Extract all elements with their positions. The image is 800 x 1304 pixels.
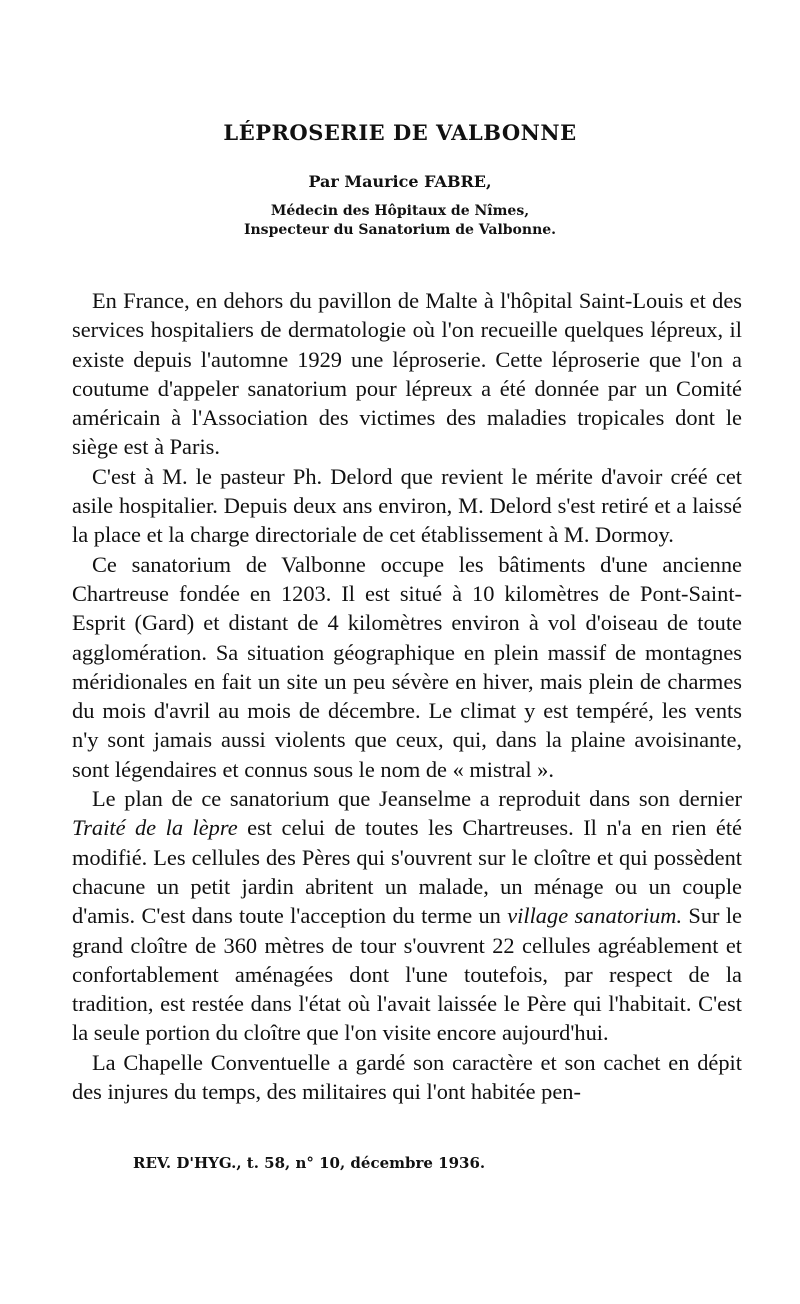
author-affiliation-line-2: Inspecteur du Sanatorium de Valbonne.	[243, 222, 557, 238]
paragraph-4-text-b: est celui de toutes les Chartreuses. Il n'a en rien été modifié. Les cellules des Pères qui s'ouvrent sur le cloître et qui possèdent chacune un petit jardin abritent un malade, un ménage ou un couple d'amis. C'est dans toute l'acception du terme un	[72, 815, 742, 929]
paragraph-4	[72, 784, 742, 1048]
paragraph-3: Ce sanatorium de Valbonne occupe les bâtiments d'une ancienne Chartreuse fondée en 1203. Il est situé à 10 kilomètres de Pont-Saint-Esprit (Gard) et distant de 4 kilomètres environ à vol d'oiseau de toute agglomération. Sa situation géographique en plein massif de montagnes méridionales en fait un site un peu sévère en hiver, mais plein de charmes du mois d'avril au mois de décembre. Le climat y est tempéré, les vents n'y sont jamais aussi violents que ceux, qui, dans la plaine avoisinante, sont légendaires et connus sous le nom de « mistral ».	[72, 551, 742, 782]
paragraph-4-text-a: Le plan de ce sanatorium que Jeanselme a reproduit dans son dernier	[92, 786, 742, 812]
article-author: Par Maurice FABRE,	[308, 172, 492, 191]
paragraph-1: En France, en dehors du pavillon de Malte à l'hôpital Saint-Louis et des services hospitaliers de dermatologie où l'on recueille quelques lépreux, il existe depuis l'automne 1929 une léproserie. Cette léproserie que l'on a coutume d'appeler sanatorium pour lépreux a été donnée par un Comité américain à l'Association des victimes des maladies tropicales dont le siège est à Paris.	[72, 288, 742, 460]
paragraph-2: C'est à M. le pasteur Ph. Delord que revient le mérite d'avoir créé cet asile hospitalier. Depuis deux ans environ, M. Delord s'est retiré et a laissé la place et la charge directoriale de cet établissement à M. Dormoy.	[72, 463, 742, 548]
book-title-italic: Traité de la lèpre	[72, 815, 238, 841]
paragraph-5: La Chapelle Conventuelle a gardé son caractère et son cachet en dépit des injures du temps, des militaires qui l'ont habitée pen-	[72, 1049, 742, 1105]
article-body	[72, 286, 742, 1106]
article-title: LÉPROSERIE DE VALBONNE	[223, 120, 577, 145]
term-italic: village sanatorium.	[507, 903, 683, 929]
author-affiliation-line-1: Médecin des Hôpitaux de Nîmes,	[270, 203, 530, 219]
paragraph-4-text-c: Sur le grand cloître de 360 mètres de tour s'ouvrent 22 cellules agréablement et confortablement aménagées dont l'une toutefois, par respect de la tradition, est restée dans l'état où l'avait laissée le Père qui l'habitait. C'est la seule portion du cloître que l'on visite encore aujourd'hui.	[72, 903, 742, 1046]
journal-citation: REV. D'HYG., t. 58, n° 10, décembre 1936.	[133, 1154, 486, 1172]
